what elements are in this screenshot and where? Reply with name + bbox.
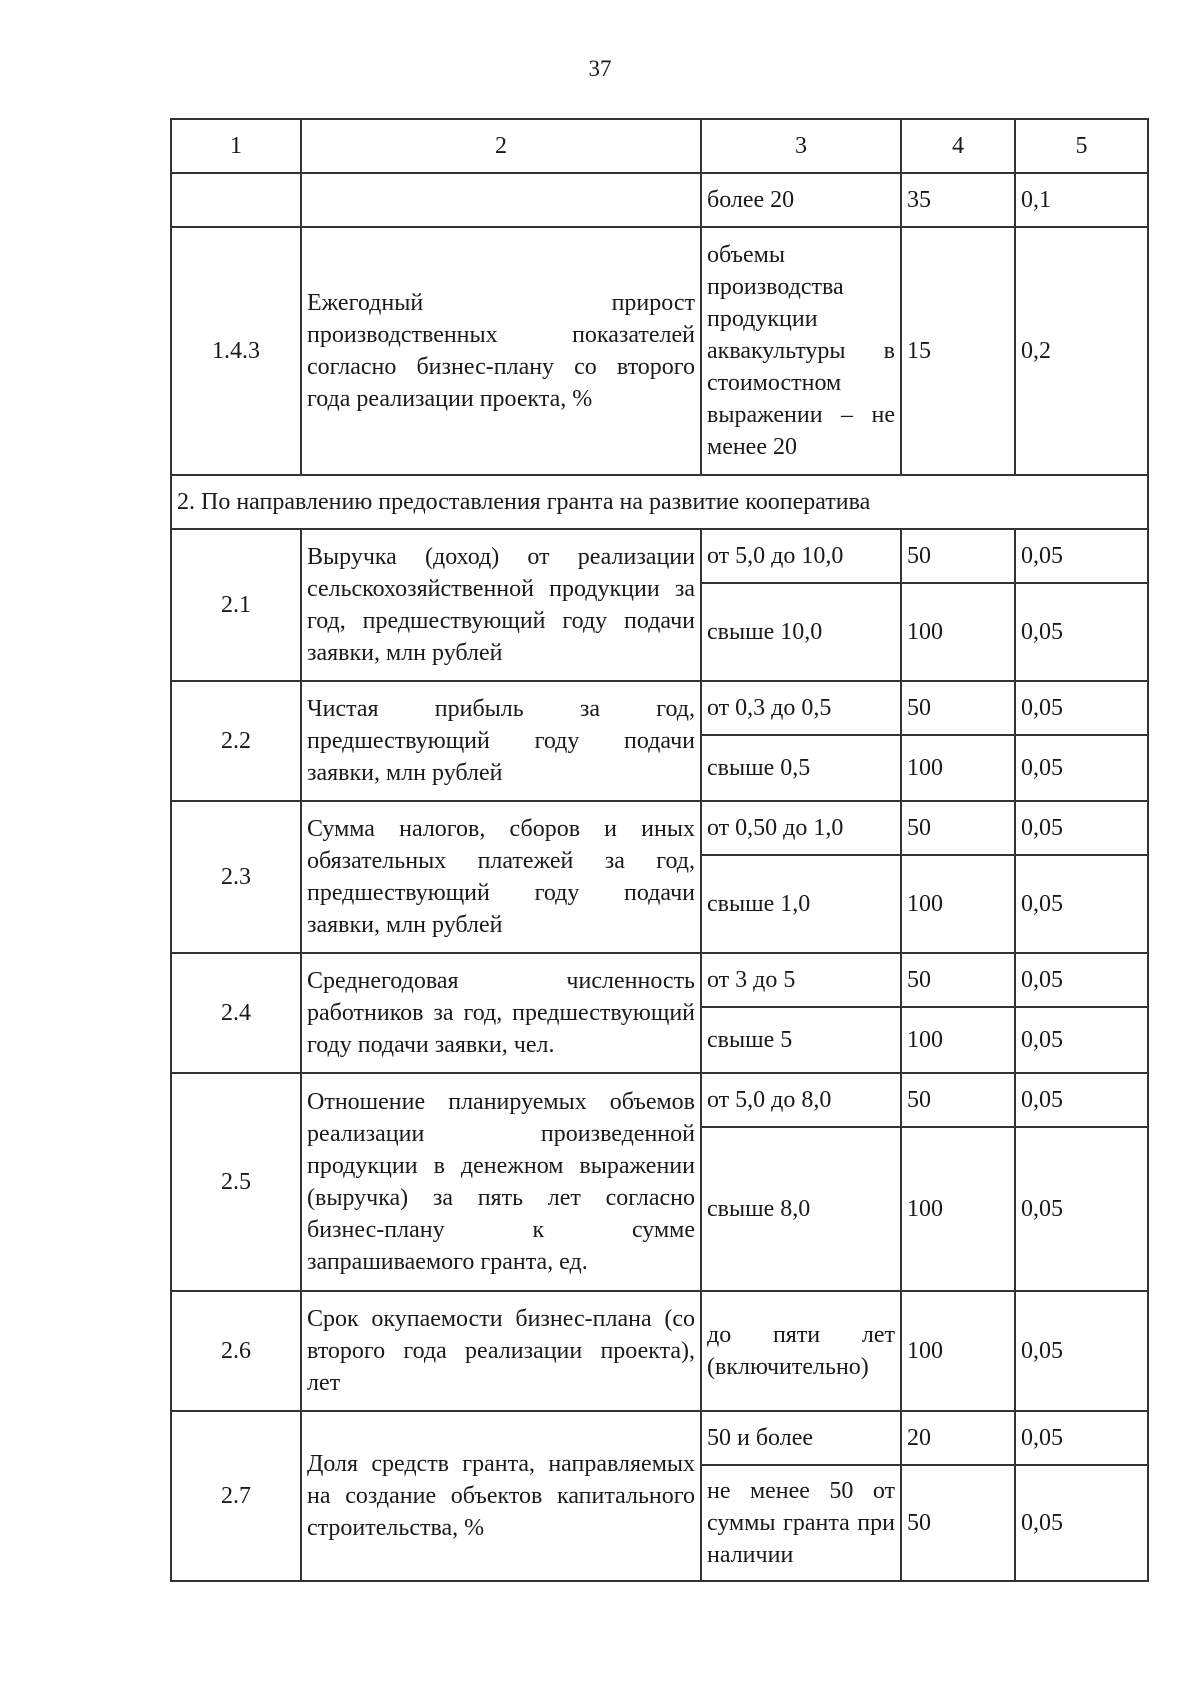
header-cell: 4	[901, 119, 1015, 173]
weight-cell: 0,05	[1015, 953, 1148, 1007]
header-cell: 5	[1015, 119, 1148, 173]
row-number: 1.4.3	[171, 227, 301, 475]
indicator-description: Чистая прибыль за год, предшествующий году подачи заявки, млн рублей	[301, 681, 701, 801]
weight-cell: 0,05	[1015, 583, 1148, 681]
header-cell: 2	[301, 119, 701, 173]
table-row	[171, 173, 1148, 227]
row-number: 2.5	[171, 1073, 301, 1291]
points-cell: 100	[901, 735, 1015, 801]
table-row	[171, 1073, 1148, 1127]
header-cell: 1	[171, 119, 301, 173]
criterion-cell: от 5,0 до 8,0	[701, 1073, 901, 1127]
criterion-cell: свыше 5	[701, 1007, 901, 1073]
row-number: 2.3	[171, 801, 301, 953]
points-cell: 50	[901, 1073, 1015, 1127]
points-cell: 100	[901, 855, 1015, 953]
weight-cell: 0,05	[1015, 1411, 1148, 1465]
header-row	[171, 119, 1148, 173]
points-cell: 100	[901, 583, 1015, 681]
weight-cell: 0,05	[1015, 1465, 1148, 1581]
row-number: 2.1	[171, 529, 301, 681]
weight-cell: 0,05	[1015, 1073, 1148, 1127]
points-cell: 35	[901, 173, 1015, 227]
criterion-cell: не менее 50 от суммы гранта при наличии	[701, 1465, 901, 1581]
weight-cell: 0,05	[1015, 529, 1148, 583]
table-row	[171, 953, 1148, 1007]
weight-cell: 0,05	[1015, 1007, 1148, 1073]
points-cell: 50	[901, 529, 1015, 583]
criterion-cell: от 0,3 до 0,5	[701, 681, 901, 735]
criterion-cell: свыше 1,0	[701, 855, 901, 953]
indicator-description: Срок окупаемости бизнес-плана (со второго года реализации проекта), лет	[301, 1291, 701, 1411]
table-row	[171, 681, 1148, 735]
criterion-cell: более 20	[701, 173, 901, 227]
criterion-cell: до пяти лет (включительно)	[701, 1291, 901, 1411]
weight-cell: 0,2	[1015, 227, 1148, 475]
indicator-description: Сумма налогов, сборов и иных обязательных платежей за год, предшествующий году подачи заявки, млн рублей	[301, 801, 701, 953]
weight-cell: 0,05	[1015, 735, 1148, 801]
weight-cell: 0,05	[1015, 681, 1148, 735]
points-cell: 50	[901, 801, 1015, 855]
points-cell: 100	[901, 1007, 1015, 1073]
criterion-cell: от 5,0 до 10,0	[701, 529, 901, 583]
criterion-cell: свыше 0,5	[701, 735, 901, 801]
empty-cell	[301, 173, 701, 227]
weight-cell: 0,05	[1015, 1127, 1148, 1291]
row-number: 2.2	[171, 681, 301, 801]
weight-cell: 0,05	[1015, 801, 1148, 855]
points-cell: 20	[901, 1411, 1015, 1465]
section-row	[171, 475, 1148, 529]
section-heading: 2. По направлению предоставления гранта на развитие кооператива	[171, 475, 1148, 529]
weight-cell: 0,05	[1015, 855, 1148, 953]
page-number: 37	[588, 56, 612, 81]
points-cell: 50	[901, 681, 1015, 735]
row-number: 2.7	[171, 1411, 301, 1581]
table-row	[171, 1411, 1148, 1465]
header-cell: 3	[701, 119, 901, 173]
criterion-cell: 50 и более	[701, 1411, 901, 1465]
weight-cell: 0,1	[1015, 173, 1148, 227]
criterion-cell: от 3 до 5	[701, 953, 901, 1007]
points-cell: 100	[901, 1291, 1015, 1411]
criteria-table	[170, 118, 1149, 1582]
indicator-description: Доля средств гранта, направляемых на создание объектов капитального строительства, %	[301, 1411, 701, 1581]
table-row	[171, 529, 1148, 583]
indicator-description: Выручка (доход) от реализации сельскохозяйственной продукции за год, предшествующий году подачи заявки, млн рублей	[301, 529, 701, 681]
table-row	[171, 227, 1148, 475]
criterion-cell: от 0,50 до 1,0	[701, 801, 901, 855]
table-row	[171, 1291, 1148, 1411]
points-cell: 50	[901, 953, 1015, 1007]
criterion-cell: объемы производства продукции аквакультуры в стоимостном выражении – не менее 20	[701, 227, 901, 475]
indicator-description: Среднегодовая численность работников за год, предшествующий году подачи заявки, чел.	[301, 953, 701, 1073]
weight-cell: 0,05	[1015, 1291, 1148, 1411]
indicator-description: Ежегодный прирост производственных показателей согласно бизнес-плану со второго года реализации проекта, %	[301, 227, 701, 475]
points-cell: 50	[901, 1465, 1015, 1581]
empty-cell	[171, 173, 301, 227]
table-row	[171, 801, 1148, 855]
points-cell: 100	[901, 1127, 1015, 1291]
points-cell: 15	[901, 227, 1015, 475]
indicator-description: Отношение планируемых объемов реализации произведенной продукции в денежном выражении (выручка) за пять лет согласно бизнес-плану к сумме запрашиваемого гранта, ед.	[301, 1073, 701, 1291]
criterion-cell: свыше 10,0	[701, 583, 901, 681]
row-number: 2.4	[171, 953, 301, 1073]
row-number: 2.6	[171, 1291, 301, 1411]
criterion-cell: свыше 8,0	[701, 1127, 901, 1291]
